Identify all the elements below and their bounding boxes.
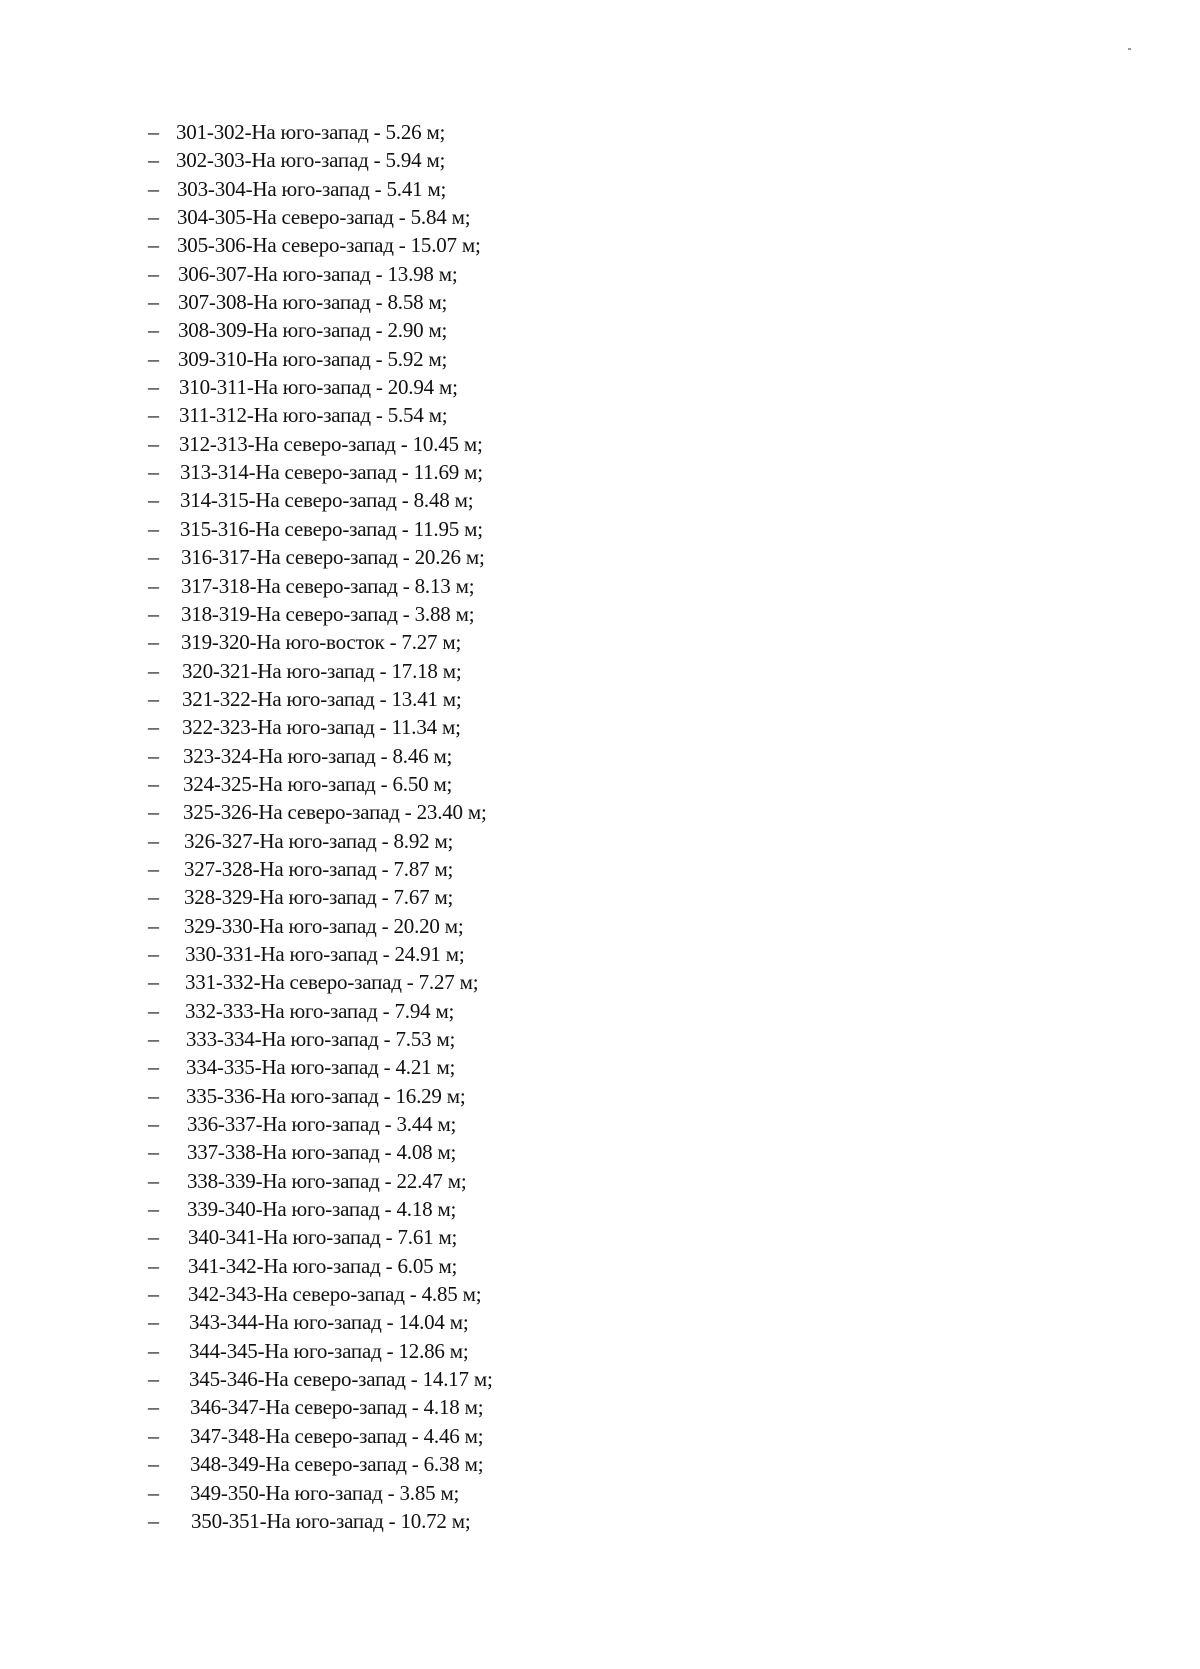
- segment-description: 338-339-На юго-запад - 22.47 м;: [187, 1168, 467, 1193]
- list-item: [0, 1422, 700, 1450]
- list-dash: –: [148, 884, 159, 910]
- list-dash: –: [148, 1252, 159, 1278]
- list-item: [0, 912, 700, 940]
- list-dash: –: [148, 572, 159, 598]
- list-item: [0, 1110, 700, 1138]
- list-dash: –: [148, 1337, 159, 1363]
- list-dash: –: [148, 1054, 159, 1080]
- segment-description: 307-308-На юго-запад - 8.58 м;: [178, 290, 448, 315]
- list-item: [0, 798, 700, 826]
- list-dash: –: [148, 147, 159, 173]
- list-item: [0, 883, 700, 911]
- list-item: [0, 1479, 700, 1507]
- segment-description: 315-316-На северо-запад - 11.95 м;: [180, 516, 483, 541]
- list-item: [0, 345, 700, 373]
- list-item: [0, 685, 700, 713]
- segment-description: 336-337-На юго-запад - 3.44 м;: [187, 1112, 457, 1137]
- list-dash: –: [148, 1139, 159, 1165]
- segment-description: 346-347-На северо-запад - 4.18 м;: [190, 1395, 484, 1420]
- list-dash: –: [148, 1196, 159, 1222]
- segment-description: 341-342-На юго-запад - 6.05 м;: [188, 1253, 458, 1278]
- list-item: [0, 572, 700, 600]
- list-item: [0, 1138, 700, 1166]
- segment-description: 310-311-На юго-запад - 20.94 м;: [179, 375, 458, 400]
- list-item: [0, 458, 700, 486]
- segment-description: 317-318-На северо-запад - 8.13 м;: [181, 573, 475, 598]
- list-item: [0, 373, 700, 401]
- list-dash: –: [148, 289, 159, 315]
- list-dash: –: [148, 912, 159, 938]
- list-item: [0, 742, 700, 770]
- list-item: [0, 1053, 700, 1081]
- list-item: [0, 260, 700, 288]
- list-item: [0, 175, 700, 203]
- segment-description: 335-336-На юго-запад - 16.29 м;: [186, 1083, 466, 1108]
- list-item: [0, 1337, 700, 1365]
- list-dash: –: [148, 1309, 159, 1335]
- segment-description: 332-333-На юго-запад - 7.94 м;: [185, 998, 455, 1023]
- list-dash: –: [148, 119, 159, 144]
- list-dash: –: [148, 1224, 159, 1250]
- list-dash: –: [148, 1111, 159, 1137]
- list-dash: –: [148, 770, 159, 796]
- segment-description: 340-341-На юго-запад - 7.61 м;: [188, 1225, 458, 1250]
- list-dash: –: [148, 1507, 159, 1533]
- list-item: [0, 855, 700, 883]
- list-dash: –: [148, 742, 159, 768]
- list-dash: –: [148, 1394, 159, 1420]
- list-dash: –: [148, 1451, 159, 1477]
- list-dash: –: [148, 515, 159, 541]
- segment-description: 325-326-На северо-запад - 23.40 м;: [183, 800, 487, 825]
- segment-description: 339-340-На юго-запад - 4.18 м;: [187, 1197, 457, 1222]
- list-item: [0, 1252, 700, 1280]
- list-dash: –: [148, 940, 159, 966]
- segment-description: 309-310-На юго-запад - 5.92 м;: [178, 346, 448, 371]
- list-dash: –: [148, 969, 159, 995]
- list-dash: –: [148, 1026, 159, 1051]
- segment-description: 301-302-На юго-запад - 5.26 м;: [176, 120, 446, 144]
- segment-description: 314-315-На северо-запад - 8.48 м;: [180, 488, 474, 513]
- segment-description: 333-334-На юго-запад - 7.53 м;: [186, 1027, 456, 1051]
- segment-description: 318-319-На северо-запад - 3.88 м;: [181, 601, 475, 626]
- list-item: [0, 1450, 700, 1478]
- segment-description: 324-325-На юго-запад - 6.50 м;: [183, 771, 453, 796]
- list-item: [0, 997, 700, 1025]
- segment-description: 350-351-На юго-запад - 10.72 м;: [191, 1508, 471, 1533]
- segment-description: 302-303-На юго-запад - 5.94 м;: [176, 148, 446, 173]
- segment-description: 316-317-На северо-запад - 20.26 м;: [181, 545, 485, 570]
- list-dash: –: [148, 175, 159, 201]
- segment-description: 321-322-На юго-запад - 13.41 м;: [182, 686, 462, 711]
- list-dash: –: [148, 1479, 159, 1505]
- list-item: [0, 1167, 700, 1195]
- list-item: [0, 1507, 700, 1535]
- list-dash: –: [148, 260, 159, 286]
- list-dash: –: [148, 600, 159, 626]
- segment-description: 337-338-На юго-запад - 4.08 м;: [187, 1140, 457, 1165]
- list-dash: –: [148, 629, 159, 655]
- list-item: [0, 1308, 700, 1336]
- list-dash: –: [148, 1422, 159, 1448]
- list-item: [0, 1223, 700, 1251]
- list-dash: –: [148, 317, 159, 343]
- list-item: [0, 118, 700, 146]
- list-item: [0, 430, 700, 458]
- list-item: [0, 401, 700, 429]
- list-dash: –: [148, 402, 159, 428]
- list-item: [0, 628, 700, 656]
- list-item: [0, 600, 700, 628]
- segment-description: 342-343-На северо-запад - 4.85 м;: [188, 1282, 482, 1307]
- list-item: [0, 486, 700, 514]
- list-item: [0, 1025, 700, 1053]
- list-dash: –: [148, 374, 159, 400]
- segment-description: 344-345-На юго-запад - 12.86 м;: [189, 1338, 469, 1363]
- list-item: [0, 1195, 700, 1223]
- list-item: [0, 1082, 700, 1110]
- list-item: [0, 146, 700, 174]
- segment-description: 326-327-На юго-запад - 8.92 м;: [184, 828, 454, 853]
- segment-description: 303-304-На юго-запад - 5.41 м;: [177, 176, 447, 201]
- list-item: [0, 968, 700, 996]
- list-dash: –: [148, 430, 159, 456]
- list-dash: –: [148, 1281, 159, 1307]
- list-dash: –: [148, 487, 159, 513]
- segment-description: 343-344-На юго-запад - 14.04 м;: [189, 1310, 469, 1335]
- segment-description: 348-349-На северо-запад - 6.38 м;: [190, 1452, 484, 1477]
- segment-description: 313-314-На северо-запад - 11.69 м;: [180, 460, 483, 485]
- segment-description: 347-348-На северо-запад - 4.46 м;: [190, 1423, 484, 1448]
- segment-description: 334-335-На юго-запад - 4.21 м;: [186, 1055, 456, 1080]
- segment-description: 329-330-На юго-запад - 20.20 м;: [184, 913, 464, 938]
- segment-description: 328-329-На юго-запад - 7.67 м;: [184, 885, 454, 910]
- segment-description: 319-320-На юго-восток - 7.27 м;: [181, 630, 462, 655]
- list-dash: –: [148, 799, 159, 825]
- segment-description: 322-323-На юго-запад - 11.34 м;: [182, 715, 461, 740]
- segment-description: 349-350-На юго-запад - 3.85 м;: [190, 1480, 460, 1505]
- segment-description: 312-313-На северо-запад - 10.45 м;: [179, 431, 483, 456]
- segment-description: 306-307-На юго-запад - 13.98 м;: [178, 261, 458, 286]
- list-item: [0, 543, 700, 571]
- list-dash: –: [148, 685, 159, 711]
- list-item: [0, 316, 700, 344]
- list-dash: –: [148, 1082, 159, 1108]
- list-dash: –: [148, 345, 159, 371]
- scan-speck: [1128, 48, 1131, 50]
- segment-description: 323-324-На юго-запад - 8.46 м;: [183, 743, 453, 768]
- list-item: [0, 940, 700, 968]
- list-dash: –: [148, 997, 159, 1023]
- segment-description: 304-305-На северо-запад - 5.84 м;: [177, 205, 471, 230]
- list-dash: –: [148, 204, 159, 230]
- segment-description: 330-331-На юго-запад - 24.91 м;: [185, 941, 465, 966]
- boundary-segment-list: [0, 118, 700, 1535]
- list-dash: –: [148, 1167, 159, 1193]
- segment-description: 305-306-На северо-запад - 15.07 м;: [177, 233, 481, 258]
- list-dash: –: [148, 232, 159, 258]
- list-dash: –: [148, 827, 159, 853]
- segment-description: 345-346-На северо-запад - 14.17 м;: [189, 1367, 493, 1392]
- list-item: [0, 203, 700, 231]
- list-item: [0, 1365, 700, 1393]
- list-dash: –: [148, 657, 159, 683]
- list-item: [0, 713, 700, 741]
- list-dash: –: [148, 544, 159, 570]
- list-item: [0, 231, 700, 259]
- segment-description: 308-309-На юго-запад - 2.90 м;: [178, 318, 448, 343]
- segment-description: 320-321-На юго-запад - 17.18 м;: [182, 658, 462, 683]
- list-item: [0, 827, 700, 855]
- list-item: [0, 515, 700, 543]
- segment-description: 311-312-На юго-запад - 5.54 м;: [179, 403, 448, 428]
- list-item: [0, 1280, 700, 1308]
- segment-description: 327-328-На юго-запад - 7.87 м;: [184, 856, 454, 881]
- list-item: [0, 288, 700, 316]
- list-item: [0, 1393, 700, 1421]
- list-dash: –: [148, 714, 159, 740]
- list-item: [0, 657, 700, 685]
- list-item: [0, 770, 700, 798]
- segment-description: 331-332-На северо-запад - 7.27 м;: [185, 970, 479, 995]
- list-dash: –: [148, 1366, 159, 1392]
- list-dash: –: [148, 855, 159, 881]
- list-dash: –: [148, 459, 159, 485]
